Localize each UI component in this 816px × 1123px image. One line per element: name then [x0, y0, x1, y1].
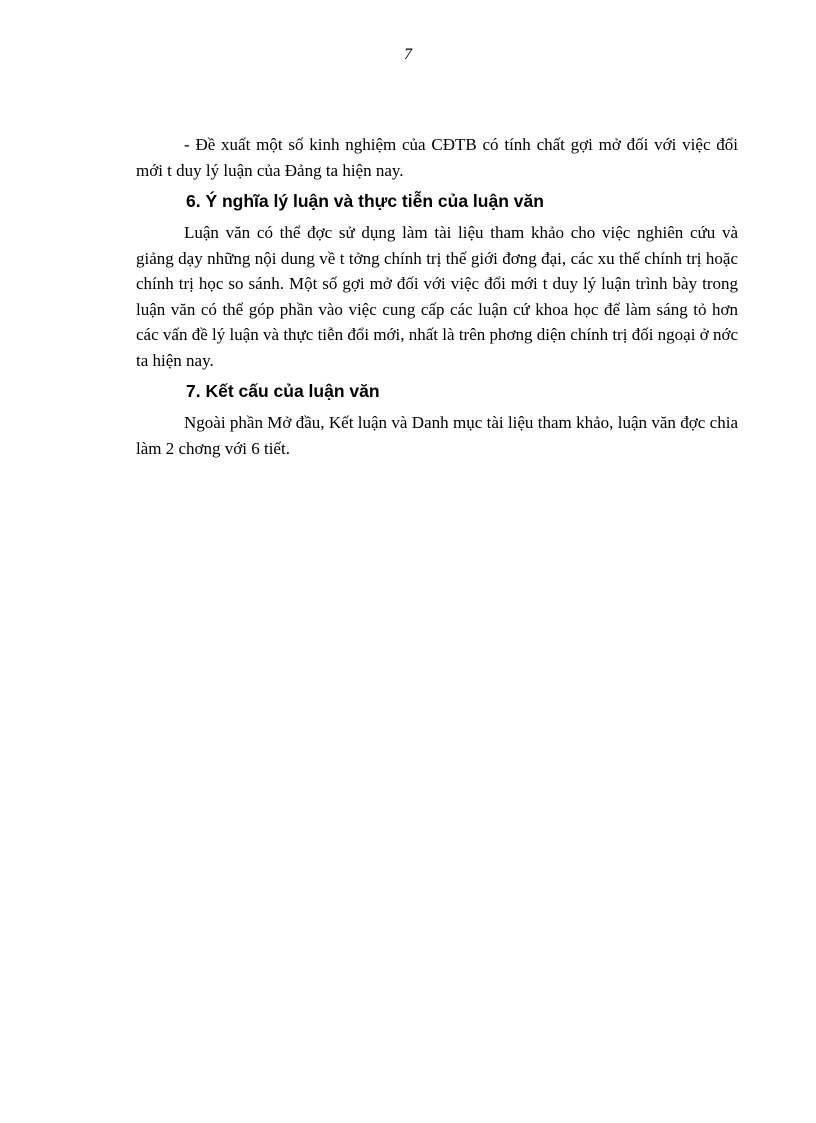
intro-paragraph: - Đề xuất một số kinh nghiệm của CĐTB có tính chất gợi mở đối với việc đổi mới t duy lý luận của Đảng ta hiện nay.	[136, 135, 738, 180]
document-body	[136, 132, 738, 461]
page-number: 7	[404, 46, 412, 63]
section-7-heading: 7. Kết cấu của luận văn	[186, 381, 380, 401]
section-6-heading: 6. Ý nghĩa lý luận và thực tiễn của luận văn	[186, 191, 544, 211]
section-7-paragraph: Ngoài phần Mở đầu, Kết luận và Danh mục tài liệu tham khảo, luận văn đợc chia làm 2 chơng với 6 tiết.	[136, 413, 738, 458]
section-6-paragraph: Luận văn có thể đợc sử dụng làm tài liệu tham khảo cho việc nghiên cứu và giảng dạy những nội dung về t tởng chính trị thế giới đơng đại, các xu thế chính trị hoặc chính trị học so sánh. Một số gợi mở đối với việc đổi mới t duy lý luận trình bày trong luận văn có thể góp phần vào việc cung cấp các luận cứ khoa học để làm sáng tỏ hơn các vấn đề lý luận và thực tiễn đổi mới, nhất là trên phơng diện chính trị đối ngoại ở nớc ta hiện nay.	[136, 223, 738, 370]
